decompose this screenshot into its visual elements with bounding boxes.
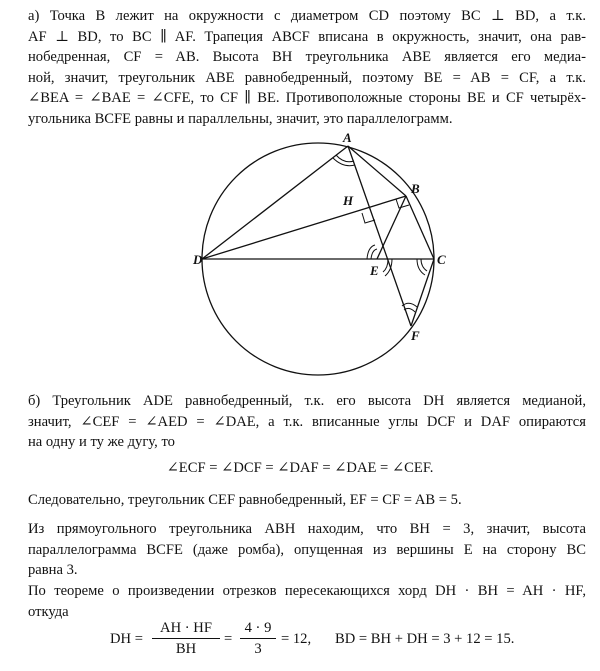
part-b-line: на одну и ту же дугу, то bbox=[28, 434, 175, 451]
angle-equation: ∠ECF = ∠DCF = ∠DAF = ∠DAE = ∠CEF. bbox=[166, 460, 434, 476]
fraction-2 bbox=[240, 618, 276, 659]
fraction-2-numerator: 4 · 9 bbox=[240, 618, 276, 639]
formula-result2: BD = BH + DH = 3 + 12 = 15. bbox=[335, 631, 515, 647]
fraction-1-denominator: BH bbox=[175, 641, 197, 657]
segment-be bbox=[377, 196, 406, 259]
part-a-line: нобедренная, CF = AB. Высота BH треугольника ABE является его медиа- bbox=[28, 49, 586, 66]
label-c: C bbox=[437, 252, 446, 267]
segment-cf bbox=[411, 259, 434, 326]
label-e: E bbox=[370, 263, 379, 278]
part-a-line: угольника BCFE равны и параллельны, значит, это параллелограмм. bbox=[28, 110, 453, 127]
fraction-2-denominator: 3 bbox=[254, 641, 262, 657]
fraction-1-numerator: AH · HF bbox=[152, 618, 220, 639]
height-line: параллелограмма BCFE (даже ромба), опущенная из вершины E на сторону BC bbox=[28, 541, 586, 558]
label-h: H bbox=[343, 193, 354, 208]
height-line: равна 3. bbox=[28, 562, 78, 579]
label-b: B bbox=[411, 181, 420, 196]
height-paragraph bbox=[28, 519, 586, 581]
fraction-1 bbox=[152, 618, 220, 659]
part-a-line: а) Точка B лежит на окружности с диаметром CD поэтому BC ⊥ BD, а т.к. bbox=[28, 8, 586, 24]
formula-lhs: DH = bbox=[110, 631, 143, 647]
theorem-line: По теореме о произведении отрезков пересекающихся хорд DH · BH = AH · HF, bbox=[28, 583, 586, 599]
theorem-line: откуда bbox=[28, 603, 69, 620]
dh-formula bbox=[110, 618, 530, 662]
angle-arc-e2 bbox=[371, 249, 377, 259]
part-a-line: ной, значит, треугольник ABE равнобедренный, поэтому BE = AB = CF, а т.к. bbox=[28, 69, 586, 86]
label-a: A bbox=[343, 130, 352, 145]
label-d: D bbox=[193, 252, 203, 267]
part-a-line: ∠BEA = ∠BAE = ∠CFE, то CF ∥ BE. Противоположные стороны BE и CF четырёх- bbox=[28, 90, 586, 107]
angle-arc-e3 bbox=[383, 259, 388, 272]
conclusion-line bbox=[28, 490, 586, 511]
part-a-line: AF ⊥ BD, то BC ∥ AF. Трапеция ABCF вписана в окружность, значит, она рав- bbox=[28, 28, 586, 45]
angle-arc-c1 bbox=[421, 259, 427, 271]
part-b-paragraph bbox=[28, 391, 586, 453]
theorem-paragraph bbox=[28, 581, 586, 622]
height-line: Из прямоугольного треугольника ABH находим, что BH = 3, значит, высота bbox=[28, 521, 586, 537]
conclusion-text: Следовательно, треугольник CEF равнобедренный, EF = CF = AB = 5. bbox=[28, 492, 462, 508]
formula-result1: = 12, bbox=[281, 631, 312, 647]
segment-da bbox=[202, 146, 348, 259]
part-b-line: б) Треугольник ADE равнобедренный, т.к. его высота DH является медианой, bbox=[28, 393, 586, 409]
label-f: F bbox=[411, 328, 420, 343]
part-b-line: значит, ∠CEF = ∠AED = ∠DAE, а т.к. вписанные углы DCF и DAF опираются bbox=[28, 413, 586, 430]
formula-eq1: = bbox=[224, 631, 233, 647]
